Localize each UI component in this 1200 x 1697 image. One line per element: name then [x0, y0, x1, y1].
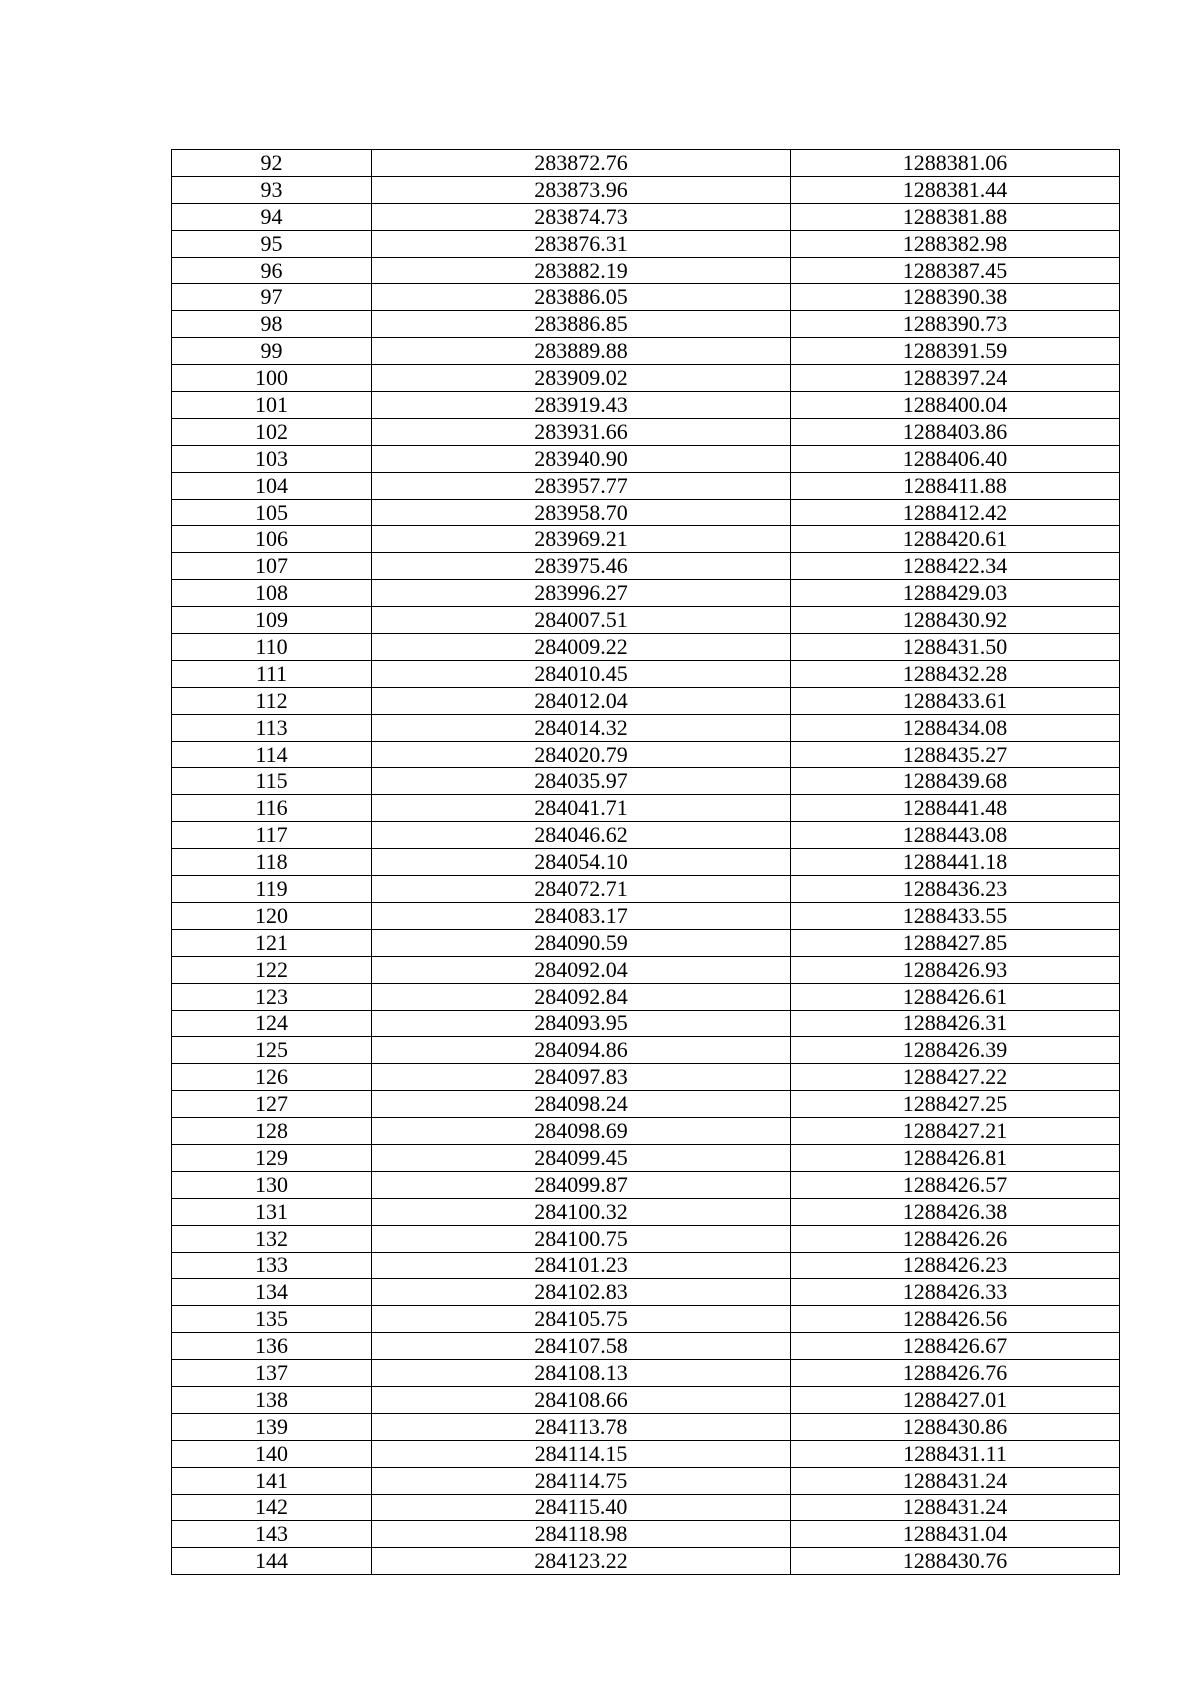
- y-coordinate-cell: 1288422.34: [791, 553, 1120, 580]
- x-coordinate-cell: 284114.75: [372, 1467, 791, 1494]
- coordinate-table-body: [172, 150, 1120, 1575]
- point-number-cell: 141: [172, 1467, 372, 1494]
- point-number-cell: 135: [172, 1306, 372, 1333]
- y-coordinate-cell: 1288426.81: [791, 1144, 1120, 1171]
- x-coordinate-cell: 284113.78: [372, 1413, 791, 1440]
- x-coordinate-cell: 283872.76: [372, 150, 791, 177]
- table-row: [172, 929, 1120, 956]
- x-coordinate-cell: 284123.22: [372, 1548, 791, 1575]
- y-coordinate-cell: 1288432.28: [791, 660, 1120, 687]
- point-number-cell: 140: [172, 1440, 372, 1467]
- table-row: [172, 714, 1120, 741]
- y-coordinate-cell: 1288433.61: [791, 687, 1120, 714]
- y-coordinate-cell: 1288439.68: [791, 768, 1120, 795]
- table-row: [172, 1494, 1120, 1521]
- y-coordinate-cell: 1288406.40: [791, 445, 1120, 472]
- y-coordinate-cell: 1288426.57: [791, 1171, 1120, 1198]
- point-number-cell: 138: [172, 1386, 372, 1413]
- table-row: [172, 311, 1120, 338]
- table-row: [172, 687, 1120, 714]
- y-coordinate-cell: 1288441.48: [791, 795, 1120, 822]
- y-coordinate-cell: 1288412.42: [791, 499, 1120, 526]
- x-coordinate-cell: 284099.87: [372, 1171, 791, 1198]
- table-row: [172, 1333, 1120, 1360]
- x-coordinate-cell: 284046.62: [372, 822, 791, 849]
- table-row: [172, 499, 1120, 526]
- point-number-cell: 120: [172, 902, 372, 929]
- table-row: [172, 876, 1120, 903]
- x-coordinate-cell: 283957.77: [372, 472, 791, 499]
- point-number-cell: 127: [172, 1091, 372, 1118]
- point-number-cell: 144: [172, 1548, 372, 1575]
- table-row: [172, 150, 1120, 177]
- point-number-cell: 101: [172, 392, 372, 419]
- y-coordinate-cell: 1288390.73: [791, 311, 1120, 338]
- y-coordinate-cell: 1288434.08: [791, 714, 1120, 741]
- point-number-cell: 96: [172, 257, 372, 284]
- y-coordinate-cell: 1288436.23: [791, 876, 1120, 903]
- x-coordinate-cell: 284092.84: [372, 983, 791, 1010]
- table-row: [172, 1386, 1120, 1413]
- point-number-cell: 107: [172, 553, 372, 580]
- x-coordinate-cell: 283909.02: [372, 365, 791, 392]
- point-number-cell: 95: [172, 230, 372, 257]
- point-number-cell: 118: [172, 849, 372, 876]
- table-row: [172, 418, 1120, 445]
- y-coordinate-cell: 1288433.55: [791, 902, 1120, 929]
- point-number-cell: 115: [172, 768, 372, 795]
- table-row: [172, 230, 1120, 257]
- table-row: [172, 445, 1120, 472]
- y-coordinate-cell: 1288387.45: [791, 257, 1120, 284]
- x-coordinate-cell: 284098.69: [372, 1118, 791, 1145]
- point-number-cell: 103: [172, 445, 372, 472]
- x-coordinate-cell: 284099.45: [372, 1144, 791, 1171]
- table-row: [172, 634, 1120, 661]
- x-coordinate-cell: 283876.31: [372, 230, 791, 257]
- table-row: [172, 1252, 1120, 1279]
- table-row: [172, 284, 1120, 311]
- y-coordinate-cell: 1288435.27: [791, 741, 1120, 768]
- point-number-cell: 143: [172, 1521, 372, 1548]
- y-coordinate-cell: 1288426.31: [791, 1010, 1120, 1037]
- x-coordinate-cell: 284100.32: [372, 1198, 791, 1225]
- x-coordinate-cell: 284093.95: [372, 1010, 791, 1037]
- point-number-cell: 114: [172, 741, 372, 768]
- y-coordinate-cell: 1288426.76: [791, 1360, 1120, 1387]
- y-coordinate-cell: 1288426.39: [791, 1037, 1120, 1064]
- table-row: [172, 795, 1120, 822]
- x-coordinate-cell: 284072.71: [372, 876, 791, 903]
- table-row: [172, 472, 1120, 499]
- table-row: [172, 822, 1120, 849]
- x-coordinate-cell: 283873.96: [372, 176, 791, 203]
- x-coordinate-cell: 284115.40: [372, 1494, 791, 1521]
- point-number-cell: 131: [172, 1198, 372, 1225]
- table-row: [172, 849, 1120, 876]
- point-number-cell: 130: [172, 1171, 372, 1198]
- table-row: [172, 607, 1120, 634]
- x-coordinate-cell: 284041.71: [372, 795, 791, 822]
- table-row: [172, 338, 1120, 365]
- x-coordinate-cell: 284118.98: [372, 1521, 791, 1548]
- y-coordinate-cell: 1288403.86: [791, 418, 1120, 445]
- table-row: [172, 956, 1120, 983]
- table-row: [172, 741, 1120, 768]
- y-coordinate-cell: 1288427.85: [791, 929, 1120, 956]
- table-row: [172, 553, 1120, 580]
- y-coordinate-cell: 1288431.11: [791, 1440, 1120, 1467]
- y-coordinate-cell: 1288400.04: [791, 392, 1120, 419]
- y-coordinate-cell: 1288426.67: [791, 1333, 1120, 1360]
- x-coordinate-cell: 284092.04: [372, 956, 791, 983]
- y-coordinate-cell: 1288431.50: [791, 634, 1120, 661]
- point-number-cell: 93: [172, 176, 372, 203]
- y-coordinate-cell: 1288427.25: [791, 1091, 1120, 1118]
- y-coordinate-cell: 1288426.23: [791, 1252, 1120, 1279]
- point-number-cell: 119: [172, 876, 372, 903]
- y-coordinate-cell: 1288381.44: [791, 176, 1120, 203]
- y-coordinate-cell: 1288420.61: [791, 526, 1120, 553]
- x-coordinate-cell: 284009.22: [372, 634, 791, 661]
- table-row: [172, 1010, 1120, 1037]
- point-number-cell: 116: [172, 795, 372, 822]
- point-number-cell: 97: [172, 284, 372, 311]
- point-number-cell: 92: [172, 150, 372, 177]
- x-coordinate-cell: 284105.75: [372, 1306, 791, 1333]
- y-coordinate-cell: 1288443.08: [791, 822, 1120, 849]
- table-row: [172, 1360, 1120, 1387]
- y-coordinate-cell: 1288430.76: [791, 1548, 1120, 1575]
- point-number-cell: 121: [172, 929, 372, 956]
- table-row: [172, 365, 1120, 392]
- table-row: [172, 203, 1120, 230]
- table-row: [172, 1171, 1120, 1198]
- table-row: [172, 1118, 1120, 1145]
- y-coordinate-cell: 1288431.24: [791, 1494, 1120, 1521]
- x-coordinate-cell: 283886.85: [372, 311, 791, 338]
- table-row: [172, 176, 1120, 203]
- y-coordinate-cell: 1288426.26: [791, 1225, 1120, 1252]
- x-coordinate-cell: 283882.19: [372, 257, 791, 284]
- point-number-cell: 129: [172, 1144, 372, 1171]
- x-coordinate-cell: 284100.75: [372, 1225, 791, 1252]
- x-coordinate-cell: 284054.10: [372, 849, 791, 876]
- y-coordinate-cell: 1288391.59: [791, 338, 1120, 365]
- x-coordinate-cell: 284012.04: [372, 687, 791, 714]
- y-coordinate-cell: 1288390.38: [791, 284, 1120, 311]
- point-number-cell: 117: [172, 822, 372, 849]
- point-number-cell: 98: [172, 311, 372, 338]
- x-coordinate-cell: 283886.05: [372, 284, 791, 311]
- x-coordinate-cell: 283919.43: [372, 392, 791, 419]
- point-number-cell: 108: [172, 580, 372, 607]
- y-coordinate-cell: 1288427.22: [791, 1064, 1120, 1091]
- x-coordinate-cell: 284090.59: [372, 929, 791, 956]
- point-number-cell: 125: [172, 1037, 372, 1064]
- table-row: [172, 1306, 1120, 1333]
- y-coordinate-cell: 1288397.24: [791, 365, 1120, 392]
- x-coordinate-cell: 284108.13: [372, 1360, 791, 1387]
- y-coordinate-cell: 1288381.06: [791, 150, 1120, 177]
- x-coordinate-cell: 284107.58: [372, 1333, 791, 1360]
- point-number-cell: 105: [172, 499, 372, 526]
- point-number-cell: 113: [172, 714, 372, 741]
- x-coordinate-cell: 284102.83: [372, 1279, 791, 1306]
- x-coordinate-cell: 284014.32: [372, 714, 791, 741]
- point-number-cell: 104: [172, 472, 372, 499]
- point-number-cell: 134: [172, 1279, 372, 1306]
- x-coordinate-cell: 283874.73: [372, 203, 791, 230]
- table-row: [172, 526, 1120, 553]
- table-row: [172, 257, 1120, 284]
- point-number-cell: 139: [172, 1413, 372, 1440]
- y-coordinate-cell: 1288427.01: [791, 1386, 1120, 1413]
- point-number-cell: 100: [172, 365, 372, 392]
- table-row: [172, 1440, 1120, 1467]
- point-number-cell: 124: [172, 1010, 372, 1037]
- x-coordinate-cell: 283969.21: [372, 526, 791, 553]
- point-number-cell: 132: [172, 1225, 372, 1252]
- table-row: [172, 1548, 1120, 1575]
- y-coordinate-cell: 1288430.92: [791, 607, 1120, 634]
- table-row: [172, 1521, 1120, 1548]
- point-number-cell: 128: [172, 1118, 372, 1145]
- x-coordinate-cell: 284035.97: [372, 768, 791, 795]
- y-coordinate-cell: 1288427.21: [791, 1118, 1120, 1145]
- table-row: [172, 1279, 1120, 1306]
- y-coordinate-cell: 1288426.61: [791, 983, 1120, 1010]
- y-coordinate-cell: 1288431.04: [791, 1521, 1120, 1548]
- x-coordinate-cell: 284114.15: [372, 1440, 791, 1467]
- table-row: [172, 1467, 1120, 1494]
- y-coordinate-cell: 1288426.38: [791, 1198, 1120, 1225]
- point-number-cell: 133: [172, 1252, 372, 1279]
- y-coordinate-cell: 1288429.03: [791, 580, 1120, 607]
- table-row: [172, 902, 1120, 929]
- x-coordinate-cell: 284097.83: [372, 1064, 791, 1091]
- coordinate-table: [171, 149, 1120, 1575]
- point-number-cell: 123: [172, 983, 372, 1010]
- y-coordinate-cell: 1288426.93: [791, 956, 1120, 983]
- table-row: [172, 768, 1120, 795]
- x-coordinate-cell: 283996.27: [372, 580, 791, 607]
- x-coordinate-cell: 283889.88: [372, 338, 791, 365]
- x-coordinate-cell: 284108.66: [372, 1386, 791, 1413]
- table-row: [172, 1091, 1120, 1118]
- point-number-cell: 106: [172, 526, 372, 553]
- x-coordinate-cell: 283958.70: [372, 499, 791, 526]
- x-coordinate-cell: 284007.51: [372, 607, 791, 634]
- table-row: [172, 1037, 1120, 1064]
- x-coordinate-cell: 283931.66: [372, 418, 791, 445]
- y-coordinate-cell: 1288441.18: [791, 849, 1120, 876]
- y-coordinate-cell: 1288381.88: [791, 203, 1120, 230]
- x-coordinate-cell: 284020.79: [372, 741, 791, 768]
- y-coordinate-cell: 1288426.33: [791, 1279, 1120, 1306]
- point-number-cell: 111: [172, 660, 372, 687]
- table-row: [172, 580, 1120, 607]
- x-coordinate-cell: 284083.17: [372, 902, 791, 929]
- point-number-cell: 142: [172, 1494, 372, 1521]
- table-row: [172, 392, 1120, 419]
- table-row: [172, 1064, 1120, 1091]
- table-row: [172, 1198, 1120, 1225]
- point-number-cell: 112: [172, 687, 372, 714]
- y-coordinate-cell: 1288430.86: [791, 1413, 1120, 1440]
- y-coordinate-cell: 1288426.56: [791, 1306, 1120, 1333]
- y-coordinate-cell: 1288411.88: [791, 472, 1120, 499]
- point-number-cell: 94: [172, 203, 372, 230]
- table-row: [172, 1413, 1120, 1440]
- point-number-cell: 102: [172, 418, 372, 445]
- point-number-cell: 109: [172, 607, 372, 634]
- point-number-cell: 99: [172, 338, 372, 365]
- table-row: [172, 1225, 1120, 1252]
- x-coordinate-cell: 283975.46: [372, 553, 791, 580]
- table-row: [172, 660, 1120, 687]
- point-number-cell: 126: [172, 1064, 372, 1091]
- y-coordinate-cell: 1288431.24: [791, 1467, 1120, 1494]
- point-number-cell: 136: [172, 1333, 372, 1360]
- x-coordinate-cell: 284010.45: [372, 660, 791, 687]
- table-row: [172, 983, 1120, 1010]
- point-number-cell: 137: [172, 1360, 372, 1387]
- point-number-cell: 122: [172, 956, 372, 983]
- point-number-cell: 110: [172, 634, 372, 661]
- x-coordinate-cell: 284098.24: [372, 1091, 791, 1118]
- y-coordinate-cell: 1288382.98: [791, 230, 1120, 257]
- x-coordinate-cell: 284101.23: [372, 1252, 791, 1279]
- x-coordinate-cell: 284094.86: [372, 1037, 791, 1064]
- x-coordinate-cell: 283940.90: [372, 445, 791, 472]
- table-row: [172, 1144, 1120, 1171]
